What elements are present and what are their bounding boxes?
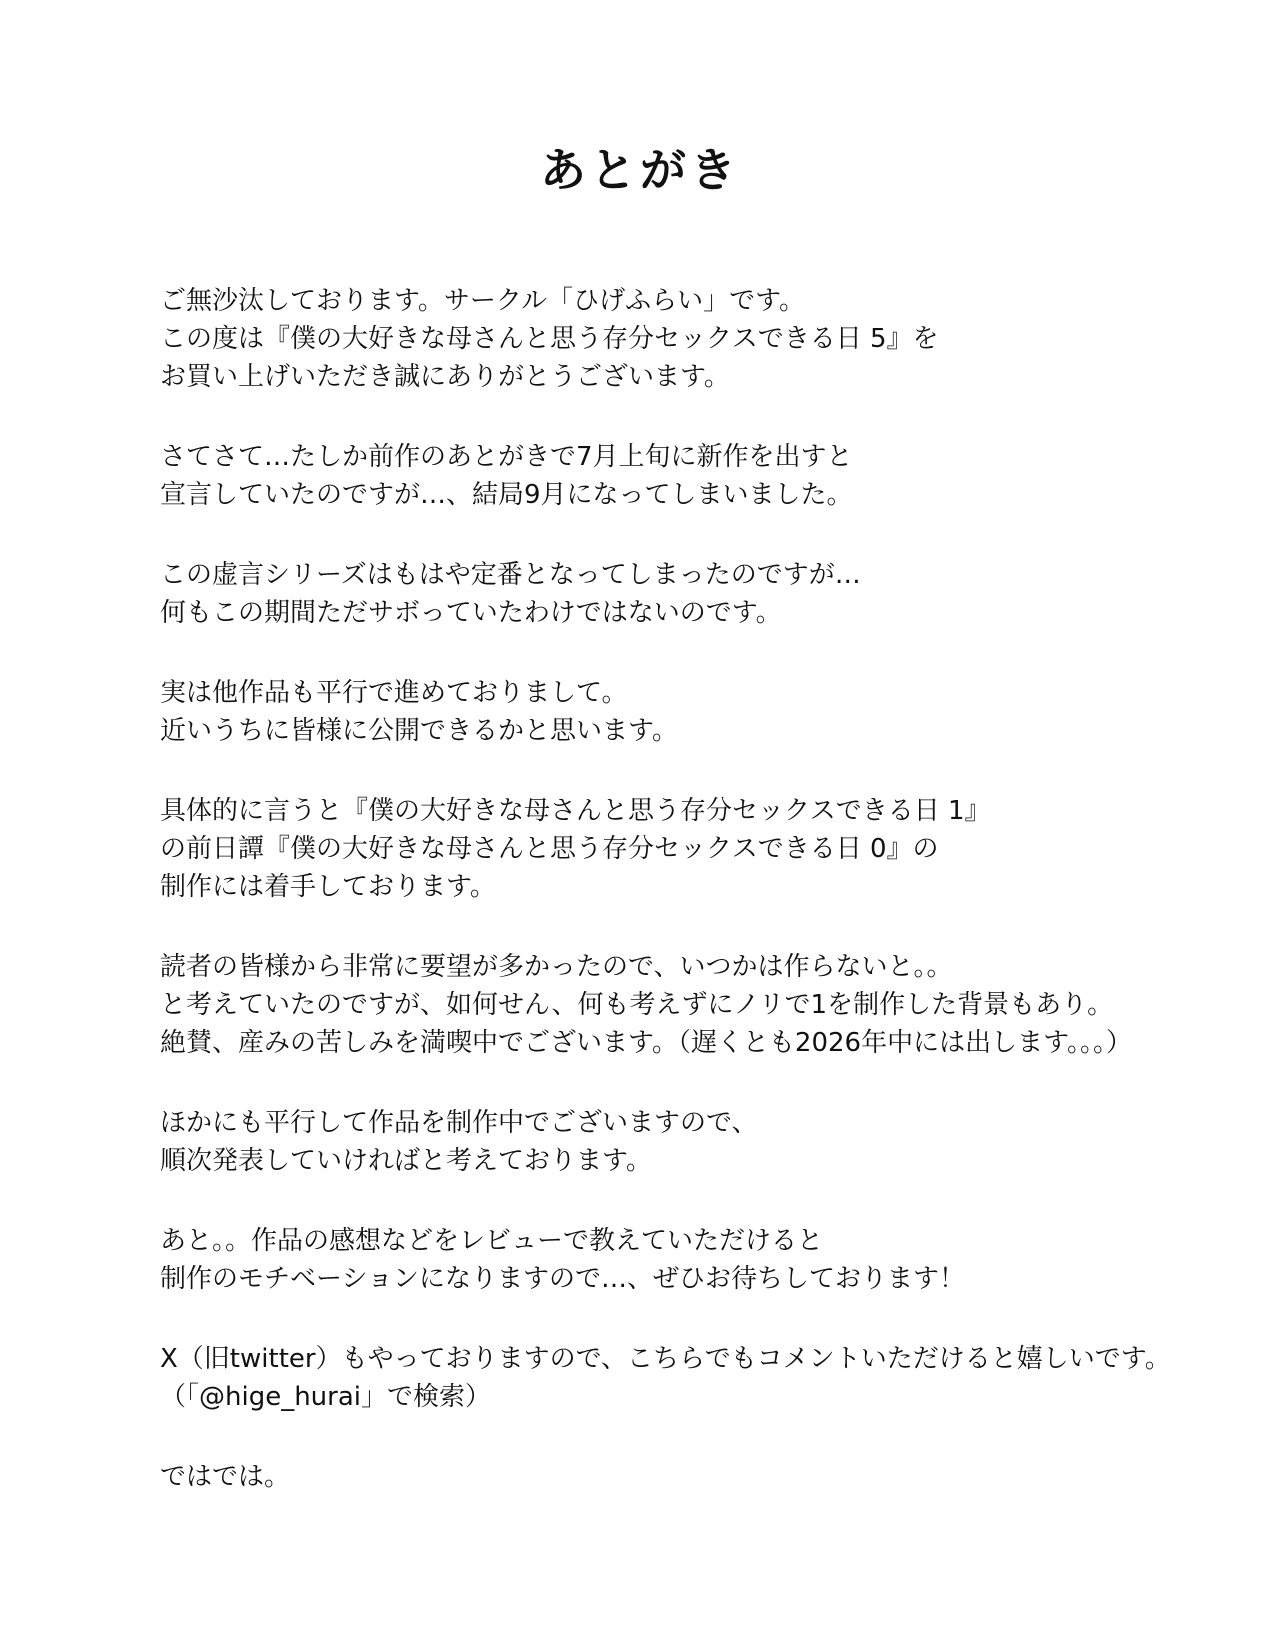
paragraph-prequel-news — [160, 792, 1240, 906]
text-line: 実は他作品も平行で進めておりまして。 — [160, 678, 628, 708]
text-line: この虚言シリーズはもはや定番となってしまったのですが… — [160, 560, 861, 590]
text-line: 何もこの期間ただサボっていたわけではないのです。 — [160, 598, 782, 628]
text-line: 宣言していたのですが…、結局9月になってしまいました。 — [160, 480, 853, 510]
page-title: あとがき — [540, 143, 740, 197]
text-line: X（旧twitter）もやっておりますので、こちらでもコメントいただけると嬉しいです。 — [160, 1344, 1171, 1374]
text-line: 順次発表していければと考えております。 — [160, 1146, 652, 1176]
paragraph-parallel-projects — [160, 1104, 1240, 1180]
text-line: ではでは。 — [160, 1462, 291, 1492]
text-line: 具体的に言うと『僕の大好きな母さんと思う存分セックスできる日 1』 — [160, 796, 991, 826]
paragraph-review-request — [160, 1222, 1240, 1298]
text-line: と考えていたのですが、如何せん、何も考えずにノリで1を制作した背景もあり。 — [160, 990, 1114, 1020]
text-line: あと。。作品の感想などをレビューで教えていただけると — [160, 1226, 824, 1256]
paragraph-series-note — [160, 556, 1240, 632]
afterword-body — [160, 282, 1240, 1538]
text-line: 絶賛、産みの苦しみを満喫中でございます。（遅くとも2026年中には出します。。。） — [160, 1028, 1133, 1058]
paragraph-reader-requests — [160, 948, 1240, 1062]
text-line: （「@hige_hurai」で検索） — [160, 1382, 492, 1412]
text-line: この度は『僕の大好きな母さんと思う存分セックスできる日 5』を — [160, 324, 939, 354]
text-line: 制作には着手しております。 — [160, 872, 496, 902]
text-line: さてさて…たしか前作のあとがきで7月上旬に新作を出すと — [160, 442, 853, 472]
text-line: ほかにも平行して作品を制作中でございますので、 — [160, 1108, 758, 1138]
text-line: お買い上げいただき誠にありがとうございます。 — [160, 362, 730, 392]
text-line: 制作のモチベーションになりますので…、ぜひお待ちしております！ — [160, 1264, 965, 1294]
paragraph-social-media — [160, 1340, 1240, 1416]
paragraph-release-delay — [160, 438, 1240, 514]
text-line: 近いうちに皆様に公開できるかと思います。 — [160, 716, 678, 746]
paragraph-greeting — [160, 282, 1240, 396]
text-line: の前日譚『僕の大好きな母さんと思う存分セックスできる日 0』の — [160, 834, 939, 864]
paragraph-closing — [160, 1458, 1240, 1496]
text-line: 読者の皆様から非常に要望が多かったので、いつかは作らないと。。 — [160, 952, 953, 982]
text-line: ご無沙汰しております。サークル「ひげふらい」です。 — [160, 286, 806, 316]
paragraph-other-works — [160, 674, 1240, 750]
